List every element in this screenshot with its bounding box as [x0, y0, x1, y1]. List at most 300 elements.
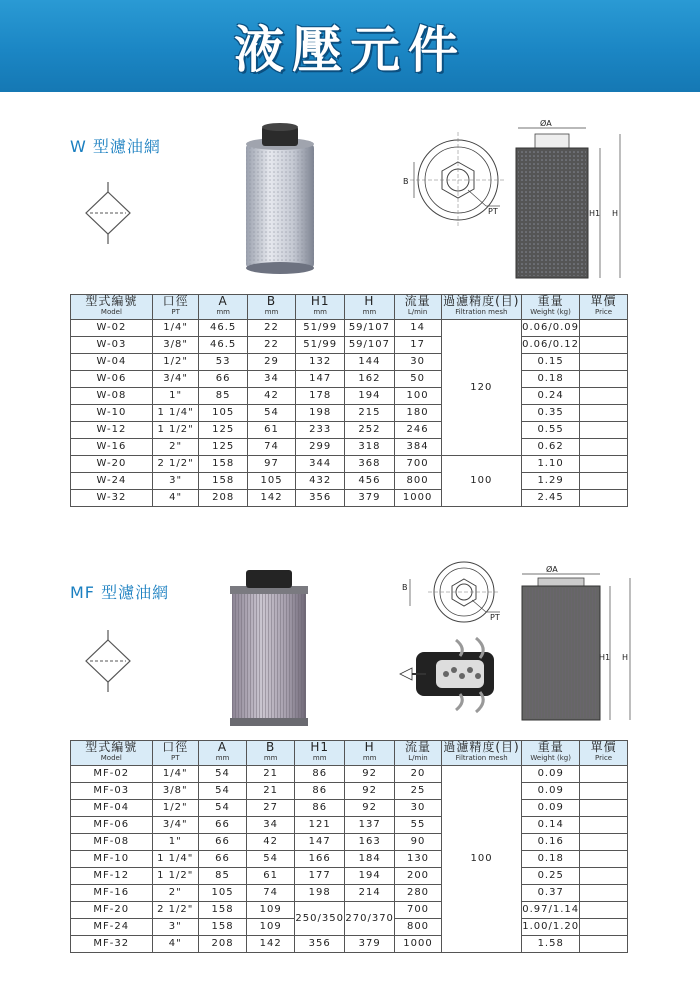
column-header-label: A: [218, 294, 228, 308]
cell-flow: 180: [394, 405, 441, 422]
cell-model: W-24: [71, 473, 153, 490]
cell-pt: 3/4": [152, 817, 198, 834]
cell-model: W-16: [71, 439, 153, 456]
column-header: [345, 295, 394, 320]
cell-b: 21: [247, 783, 295, 800]
table-row: [71, 868, 628, 885]
cell-h1: 147: [295, 834, 345, 851]
dim-label-dia-a: ØA: [546, 565, 558, 574]
cell-pt: 2 1/2": [152, 456, 199, 473]
cell-a: 158: [198, 919, 246, 936]
cell-h1: 178: [296, 388, 345, 405]
cell-weight: 0.37: [522, 885, 580, 902]
cell-flow: 700: [395, 902, 442, 919]
cell-price: [580, 919, 628, 936]
cell-h1: 432: [296, 473, 345, 490]
cell-h1: 356: [296, 490, 345, 507]
w-technical-drawing: [400, 118, 650, 288]
cell-price: [580, 439, 628, 456]
cell-h: 252: [345, 422, 394, 439]
mf-spec-table: [70, 740, 628, 953]
cell-h1: 121: [295, 817, 345, 834]
cell-pt: 1": [152, 834, 198, 851]
column-header: [580, 741, 628, 766]
table-row: [71, 388, 628, 405]
column-header-sublabel: Filtration mesh: [455, 754, 508, 762]
cell-price: [580, 902, 628, 919]
cell-b: 109: [247, 902, 295, 919]
cell-flow: 1000: [395, 936, 442, 953]
dim-label-dia-a: ØA: [540, 119, 552, 128]
filter-symbol-icon: [80, 630, 136, 692]
cell-model: W-04: [71, 354, 153, 371]
cell-pt: 1": [152, 388, 199, 405]
cell-price: [580, 405, 628, 422]
cell-h1: 177: [295, 868, 345, 885]
cell-h1: 51/99: [296, 320, 345, 337]
cell-pt: 2": [152, 439, 199, 456]
cell-model: MF-12: [71, 868, 153, 885]
column-header-sublabel: mm: [216, 308, 230, 316]
cell-flow: 25: [395, 783, 442, 800]
cell-price: [580, 388, 628, 405]
cell-a: 46.5: [199, 337, 248, 354]
cell-flow: 280: [395, 885, 442, 902]
cell-h1: 198: [295, 885, 345, 902]
mf-filter-photo: [228, 566, 310, 730]
column-header: [152, 295, 199, 320]
dim-label-pt: PT: [488, 207, 498, 216]
cell-h: 137: [345, 817, 395, 834]
cell-h: 144: [345, 354, 394, 371]
table-row: [71, 902, 628, 919]
cell-a: 158: [199, 456, 248, 473]
cell-flow: 384: [394, 439, 441, 456]
cell-price: [580, 783, 628, 800]
cell-flow: 50: [394, 371, 441, 388]
cell-a: 54: [198, 783, 246, 800]
cell-price: [580, 885, 628, 902]
column-header-sublabel: Model: [100, 308, 122, 316]
cell-flow: 100: [394, 388, 441, 405]
table-row: [71, 851, 628, 868]
column-header-sublabel: mm: [362, 754, 377, 762]
column-header-sublabel: mm: [312, 754, 327, 762]
cell-weight: 0.55: [522, 422, 580, 439]
cell-weight: 1.10: [522, 456, 580, 473]
section-title-w: W 型濾油網: [70, 137, 161, 156]
dim-label-h1: H1: [599, 653, 611, 662]
cell-model: MF-10: [71, 851, 153, 868]
cell-h: 379: [345, 936, 395, 953]
cell-price: [580, 766, 628, 783]
cell-a: 208: [198, 936, 246, 953]
cell-price: [580, 851, 628, 868]
cell-model: W-20: [71, 456, 153, 473]
table-row: [71, 371, 628, 388]
cell-pt: 1/2": [152, 354, 199, 371]
cell-mesh: 100: [441, 456, 522, 507]
column-header: [345, 741, 395, 766]
cell-h1: 299: [296, 439, 345, 456]
table-row: [71, 337, 628, 354]
table-row: [71, 473, 628, 490]
dim-label-pt: PT: [490, 613, 500, 622]
column-header: [71, 295, 153, 320]
cell-h1: 86: [295, 783, 345, 800]
column-header-label: 型式編號: [85, 294, 138, 308]
cell-h: 215: [345, 405, 394, 422]
column-header: [441, 295, 522, 320]
table-row: [71, 817, 628, 834]
column-header: [198, 741, 246, 766]
cell-price: [580, 868, 628, 885]
cell-pt: 2 1/2": [152, 902, 198, 919]
cell-pt: 3/4": [152, 371, 199, 388]
section-title-mf: MF 型濾油網: [70, 583, 170, 602]
cell-h: 184: [345, 851, 395, 868]
cell-a: 208: [199, 490, 248, 507]
cell-flow: 90: [395, 834, 442, 851]
cell-weight: 0.18: [522, 851, 580, 868]
cell-h: 92: [345, 766, 395, 783]
cell-b: 74: [247, 439, 295, 456]
table-row: [71, 490, 628, 507]
cell-flow: 55: [395, 817, 442, 834]
cell-flow: 1000: [394, 490, 441, 507]
cell-b: 142: [247, 936, 295, 953]
column-header-sublabel: L/min: [407, 308, 428, 316]
cell-weight: 0.09: [522, 783, 580, 800]
column-header-sublabel: Price: [594, 308, 613, 316]
cell-pt: 1 1/2": [152, 868, 198, 885]
dim-label-h: H: [612, 209, 619, 218]
cell-h: 92: [345, 783, 395, 800]
cell-model: W-12: [71, 422, 153, 439]
column-header-sublabel: L/min: [408, 754, 428, 762]
column-header-sublabel: mm: [215, 754, 230, 762]
cell-b: 29: [247, 354, 295, 371]
cell-pt: 3": [152, 919, 198, 936]
cell-a: 125: [199, 422, 248, 439]
cell-h: 368: [345, 456, 394, 473]
cell-pt: 3/8": [152, 337, 199, 354]
cell-price: [580, 320, 628, 337]
filter-symbol-icon: [80, 182, 136, 244]
column-header: [395, 741, 442, 766]
cell-h1: 250/350: [295, 902, 345, 936]
cell-a: 46.5: [199, 320, 248, 337]
dim-label-h: H: [622, 653, 629, 662]
cell-mesh: 100: [441, 766, 521, 953]
header-banner: [0, 0, 700, 92]
column-header-label: 型式編號: [85, 740, 138, 754]
cell-flow: 130: [395, 851, 442, 868]
cell-b: 27: [247, 800, 295, 817]
cell-h1: 132: [296, 354, 345, 371]
cell-pt: 1/4": [152, 766, 198, 783]
column-header-sublabel: PT: [171, 308, 180, 316]
column-header: [522, 741, 580, 766]
dim-label-h1: H1: [589, 209, 601, 218]
cell-model: MF-06: [71, 817, 153, 834]
column-header-label: H1: [310, 740, 330, 754]
cell-price: [580, 834, 628, 851]
cell-model: MF-02: [71, 766, 153, 783]
column-header: [199, 295, 248, 320]
cell-weight: 0.14: [522, 817, 580, 834]
cell-h1: 86: [295, 800, 345, 817]
cell-weight: 1.58: [522, 936, 580, 953]
cell-a: 66: [198, 834, 246, 851]
cell-weight: 0.25: [522, 868, 580, 885]
cell-h1: 51/99: [296, 337, 345, 354]
cell-weight: 0.16: [522, 834, 580, 851]
mf-technical-drawing: [396, 560, 656, 730]
cell-b: 21: [247, 766, 295, 783]
table-row: [71, 456, 628, 473]
cell-model: MF-32: [71, 936, 153, 953]
cell-a: 66: [198, 851, 246, 868]
cell-h1: 166: [295, 851, 345, 868]
table-row: [71, 766, 628, 783]
cell-pt: 4": [152, 490, 199, 507]
column-header-sublabel: Filtration mesh: [455, 308, 508, 316]
banner-title: 液壓元件: [234, 20, 466, 79]
cell-weight: 1.29: [522, 473, 580, 490]
cell-price: [580, 490, 628, 507]
cell-weight: 0.18: [522, 371, 580, 388]
cell-model: MF-08: [71, 834, 153, 851]
cell-a: 85: [199, 388, 248, 405]
cell-a: 158: [198, 902, 246, 919]
cell-pt: 1 1/4": [152, 851, 198, 868]
cell-pt: 1 1/4": [152, 405, 199, 422]
cell-model: W-06: [71, 371, 153, 388]
cell-mesh: 120: [441, 320, 522, 456]
flow-cutaway-illustration: [400, 638, 494, 712]
cell-flow: 30: [394, 354, 441, 371]
cell-price: [580, 936, 628, 953]
column-header-sublabel: mm: [264, 308, 279, 316]
column-header-label: H: [364, 740, 375, 754]
cell-a: 105: [198, 885, 246, 902]
cell-a: 85: [198, 868, 246, 885]
cell-h: 194: [345, 388, 394, 405]
table-row: [71, 800, 628, 817]
cell-price: [580, 422, 628, 439]
column-header-sublabel: Weight (kg): [530, 308, 571, 316]
table-row: [71, 320, 628, 337]
cell-b: 42: [247, 388, 295, 405]
column-header: [441, 741, 521, 766]
cell-weight: 0.09: [522, 800, 580, 817]
cell-h: 270/370: [345, 902, 395, 936]
column-header-label: 單價: [590, 294, 617, 308]
cell-flow: 246: [394, 422, 441, 439]
cell-pt: 3": [152, 473, 199, 490]
cell-pt: 2": [152, 885, 198, 902]
column-header-sublabel: Weight (kg): [530, 754, 571, 762]
cell-model: MF-04: [71, 800, 153, 817]
column-header-label: H1: [310, 294, 330, 308]
dim-label-b: B: [403, 177, 409, 186]
cell-model: W-03: [71, 337, 153, 354]
column-header-sublabel: mm: [362, 308, 377, 316]
column-header: [296, 295, 345, 320]
cell-model: W-10: [71, 405, 153, 422]
cell-b: 34: [247, 817, 295, 834]
column-header-label: 重量: [537, 294, 564, 308]
dim-label-b: B: [402, 583, 408, 592]
column-header: [295, 741, 345, 766]
cell-price: [580, 817, 628, 834]
cell-a: 53: [199, 354, 248, 371]
cell-h: 379: [345, 490, 394, 507]
cell-h1: 344: [296, 456, 345, 473]
cell-h1: 233: [296, 422, 345, 439]
cell-h: 163: [345, 834, 395, 851]
column-header-label: 流量: [405, 740, 432, 754]
cell-b: 105: [247, 473, 295, 490]
cell-price: [580, 800, 628, 817]
cell-model: MF-20: [71, 902, 153, 919]
column-header-label: B: [266, 294, 277, 308]
cell-h1: 356: [295, 936, 345, 953]
column-header-sublabel: PT: [171, 754, 180, 762]
cell-b: 42: [247, 834, 295, 851]
table-row: [71, 405, 628, 422]
cell-weight: 0.62: [522, 439, 580, 456]
column-header-label: 重量: [537, 740, 564, 754]
column-header-sublabel: mm: [263, 754, 278, 762]
cell-h: 162: [345, 371, 394, 388]
cell-b: 61: [247, 422, 295, 439]
cell-h1: 86: [295, 766, 345, 783]
cell-pt: 3/8": [152, 783, 198, 800]
cell-b: 109: [247, 919, 295, 936]
table-row: [71, 834, 628, 851]
cell-a: 54: [198, 800, 246, 817]
table-row: [71, 354, 628, 371]
cell-weight: 2.45: [522, 490, 580, 507]
column-header-sublabel: mm: [313, 308, 327, 316]
cell-b: 97: [247, 456, 295, 473]
cell-weight: 0.06/0.09: [522, 320, 580, 337]
cell-flow: 800: [395, 919, 442, 936]
cell-model: W-02: [71, 320, 153, 337]
cell-a: 158: [199, 473, 248, 490]
cell-b: 22: [247, 337, 295, 354]
column-header-sublabel: Price: [595, 754, 613, 762]
column-header-label: 口徑: [162, 294, 189, 308]
column-header: [394, 295, 441, 320]
cell-b: 54: [247, 405, 295, 422]
cell-b: 22: [247, 320, 295, 337]
cell-price: [580, 354, 628, 371]
table-row: [71, 936, 628, 953]
column-header: [247, 295, 295, 320]
column-header-label: H: [364, 294, 375, 308]
cell-pt: 1/4": [152, 320, 199, 337]
cell-model: MF-16: [71, 885, 153, 902]
table-row: [71, 422, 628, 439]
cell-b: 74: [247, 885, 295, 902]
cell-a: 54: [198, 766, 246, 783]
cell-model: MF-24: [71, 919, 153, 936]
cell-b: 142: [247, 490, 295, 507]
cell-h: 59/107: [345, 337, 394, 354]
cell-h: 194: [345, 868, 395, 885]
table-row: [71, 783, 628, 800]
cell-h: 214: [345, 885, 395, 902]
cell-flow: 20: [395, 766, 442, 783]
cell-weight: 0.15: [522, 354, 580, 371]
column-header-label: A: [217, 740, 228, 754]
cell-h: 456: [345, 473, 394, 490]
column-header-sublabel: Model: [100, 754, 122, 762]
cell-flow: 700: [394, 456, 441, 473]
cell-weight: 1.00/1.20: [522, 919, 580, 936]
cell-price: [580, 371, 628, 388]
cell-pt: 1/2": [152, 800, 198, 817]
cell-flow: 200: [395, 868, 442, 885]
cell-weight: 0.24: [522, 388, 580, 405]
w-spec-table: [70, 294, 628, 507]
column-header: [522, 295, 580, 320]
column-header-label: 口徑: [162, 740, 189, 754]
cell-flow: 30: [395, 800, 442, 817]
cell-model: W-32: [71, 490, 153, 507]
column-header-label: 過濾精度(目): [443, 740, 520, 754]
column-header-label: 過濾精度(目): [443, 294, 520, 308]
cell-b: 34: [247, 371, 295, 388]
cell-price: [580, 337, 628, 354]
table-row: [71, 885, 628, 902]
column-header: [71, 741, 153, 766]
cell-a: 105: [199, 405, 248, 422]
cell-weight: 0.35: [522, 405, 580, 422]
column-header: [247, 741, 295, 766]
w-filter-photo: [240, 122, 320, 276]
cell-h1: 198: [296, 405, 345, 422]
cell-weight: 0.97/1.14: [522, 902, 580, 919]
cell-h1: 147: [296, 371, 345, 388]
table-row: [71, 439, 628, 456]
cell-a: 66: [199, 371, 248, 388]
cell-weight: 0.09: [522, 766, 580, 783]
column-header-label: 單價: [590, 740, 617, 754]
column-header: [152, 741, 198, 766]
cell-b: 61: [247, 868, 295, 885]
cell-price: [580, 473, 628, 490]
cell-model: MF-03: [71, 783, 153, 800]
cell-price: [580, 456, 628, 473]
cell-model: W-08: [71, 388, 153, 405]
column-header: [580, 295, 628, 320]
cell-h: 92: [345, 800, 395, 817]
cell-flow: 800: [394, 473, 441, 490]
cell-a: 66: [198, 817, 246, 834]
column-header-label: B: [266, 740, 276, 754]
cell-a: 125: [199, 439, 248, 456]
cell-pt: 1 1/2": [152, 422, 199, 439]
cell-pt: 4": [152, 936, 198, 953]
column-header-label: 流量: [404, 294, 431, 308]
cell-b: 54: [247, 851, 295, 868]
cell-h: 59/107: [345, 320, 394, 337]
cell-flow: 14: [394, 320, 441, 337]
